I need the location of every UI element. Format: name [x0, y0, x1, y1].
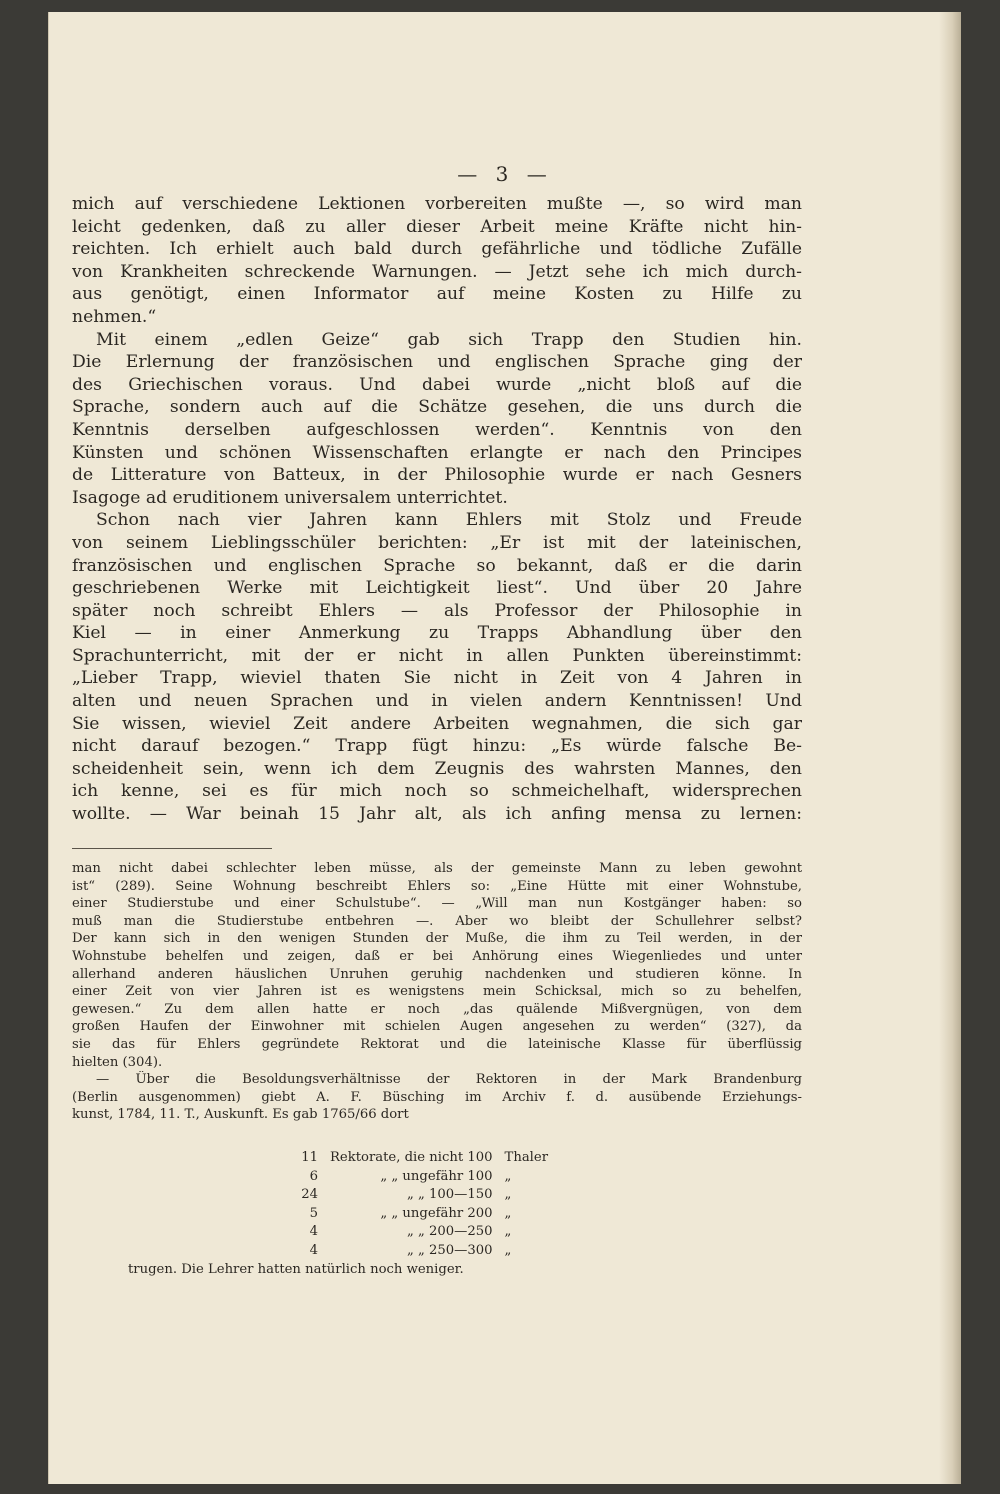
table-cell-count: 4 [309, 1224, 318, 1240]
table-cell-unit: Thaler [504, 1150, 549, 1165]
footnote-line: kunst, 1784, 11. T., Auskunft. Es gab 1765/66 dort [72, 1107, 409, 1123]
table-cell-unit: „ [504, 1205, 512, 1221]
page-edge [939, 12, 961, 1484]
table-row [290, 1149, 554, 1168]
footnote-line: (Berlin ausgenommen) giebt A. F. Büsching im Archiv f. d. ausübende Erziehungs- [72, 1089, 802, 1105]
table-cell-desc: „ „ ungefähr 200 [380, 1205, 493, 1221]
table-cell-unit: „ [504, 1224, 512, 1240]
footnote-line: einer Studierstube und einer Schulstube“. — „Will man nun Kostgänger haben: so [72, 896, 802, 912]
footnote-line: großen Haufen der Einwohner mit schielen Augen angesehen zu werden“ (327), da [72, 1019, 802, 1035]
text-line: Mit einem „edlen Geize“ gab sich Trapp den Studien hin. [96, 329, 802, 350]
text-line: Sie wissen, wieviel Zeit andere Arbeiten wegnahmen, die sich gar [72, 713, 802, 734]
text-line: mich auf verschiedene Lektionen vorbereiten mußte —, so wird man [72, 194, 802, 214]
table-cell-desc: „ „ ungefähr 100 [380, 1168, 493, 1184]
text-line: Kenntnis derselben aufgeschlossen werden“. Kenntnis von den [72, 419, 802, 440]
closing-line: trugen. Die Lehrer hatten natürlich noch weniger. [128, 1262, 464, 1277]
text-line: scheidenheit sein, wenn ich dem Zeugnis des wahrsten Mannes, den [72, 758, 802, 779]
rectorate-salary-table [290, 1149, 554, 1261]
text-line: aus genötigt, einen Informator auf meine Kosten zu Hilfe zu [72, 284, 802, 305]
table-row [290, 1242, 554, 1261]
text-line: Schon nach vier Jahren kann Ehlers mit Stolz und Freude [96, 510, 802, 531]
text-line: Sprache, sondern auch auf die Schätze gesehen, die uns durch die [72, 397, 802, 418]
table-cell-desc: „ „ 100—150 [406, 1187, 493, 1203]
footnote-line: allerhand anderen häuslichen Unruhen geruhig nachdenken und studieren könne. In [72, 966, 802, 982]
text-line: ich kenne, sei es für mich noch so schmeichelhaft, widersprechen [72, 781, 802, 802]
footnote-line: sie das für Ehlers gegründete Rektorat und die lateinische Klasse für überflüssig [72, 1036, 802, 1052]
footnote-line: muß man die Studierstube entbehren —. Aber wo bleibt der Schullehrer selbst? [72, 913, 802, 929]
text-line: Kiel — in einer Anmerkung zu Trapps Abhandlung über den [72, 623, 802, 644]
table-cell-count: 6 [309, 1168, 318, 1184]
text-line: wollte. — War beinah 15 Jahr alt, als ich anfing mensa zu lernen: [72, 804, 802, 825]
main-text [72, 193, 802, 826]
footnote-line: Wohnstube behelfen und zeigen, daß er bei Anhörung eines Wiegenliedes und unter [72, 948, 802, 964]
text-line: Isagoge ad eruditionem universalem unterrichtet. [72, 487, 508, 508]
text-line: von Krankheiten schreckende Warnungen. — Jetzt sehe ich mich durch- [72, 261, 802, 282]
footnote-divider [72, 848, 272, 849]
page-number: — 3 — [457, 162, 553, 186]
table-cell-desc: Rektorate, die nicht 100 [330, 1150, 493, 1165]
table-row [290, 1186, 554, 1205]
footnote-line: ist“ (289). Seine Wohnung beschreibt Ehlers so: „Eine Hütte mit einer Wohnstube, [72, 878, 802, 894]
text-line: leicht gedenken, daß zu aller dieser Arbeit meine Kräfte nicht hin- [72, 216, 802, 237]
footnote-line: Der kann sich in den wenigen Stunden der Muße, die ihm zu Teil werden, in der [72, 931, 802, 947]
footnote-line: — Über die Besoldungsverhältnisse der Rektoren in der Mark Brandenburg [96, 1072, 802, 1088]
table-cell-unit: „ [504, 1242, 512, 1258]
table-cell-unit: „ [504, 1187, 512, 1203]
text-line: Künsten und schönen Wissenschaften erlangte er nach den Principes [72, 442, 802, 463]
table-cell-desc: „ „ 200—250 [406, 1224, 493, 1240]
text-line: geschriebenen Werke mit Leichtigkeit liest“. Und über 20 Jahre [72, 578, 802, 599]
text-line: „Lieber Trapp, wieviel thaten Sie nicht in Zeit von 4 Jahren in [72, 668, 802, 689]
text-line: Sprachunterricht, mit der er nicht in allen Punkten übereinstimmt: [72, 645, 802, 666]
text-line: des Griechischen voraus. Und dabei wurde „nicht bloß auf die [72, 374, 802, 395]
table-cell-count: 24 [301, 1187, 318, 1203]
table-row [290, 1205, 554, 1224]
table-cell-count: 11 [301, 1150, 318, 1165]
text-line: de Litterature von Batteux, in der Philosophie wurde er nach Gesners [72, 465, 802, 486]
table-cell-count: 4 [309, 1242, 318, 1258]
text-line: reichten. Ich erhielt auch bald durch gefährliche und tödliche Zufälle [72, 239, 802, 260]
footnote-text [72, 860, 802, 1124]
footnote-line: hielten (304). [72, 1054, 163, 1070]
table-cell-unit: „ [504, 1168, 512, 1184]
text-line: von seinem Lieblingsschüler berichten: „Er ist mit der lateinischen, [72, 532, 802, 553]
table-row [290, 1168, 554, 1187]
text-line: französischen und englischen Sprache so bekannt, daß er die darin [72, 555, 802, 576]
table-row [290, 1223, 554, 1242]
footnote-line: einer Zeit von vier Jahren ist es wenigstens mein Schicksal, mich so zu behelfen, [72, 984, 802, 1000]
footnote-line: gewesen.“ Zu dem allen hatte er noch „das quälende Mißvergnügen, von dem [72, 1001, 802, 1017]
text-line: später noch schreibt Ehlers — als Professor der Philosophie in [72, 600, 802, 621]
table-cell-count: 5 [309, 1205, 318, 1221]
table-cell-desc: „ „ 250—300 [406, 1242, 493, 1258]
text-line: nehmen.“ [72, 306, 157, 327]
footnote-line: man nicht dabei schlechter leben müsse, als der gemeinste Mann zu leben gewohnt [72, 861, 802, 876]
text-line: alten und neuen Sprachen und in vielen andern Kenntnissen! Und [72, 691, 802, 712]
text-line: nicht darauf bezogen.“ Trapp fügt hinzu: „Es würde falsche Be- [72, 736, 802, 757]
text-line: Die Erlernung der französischen und englischen Sprache ging der [72, 352, 802, 373]
